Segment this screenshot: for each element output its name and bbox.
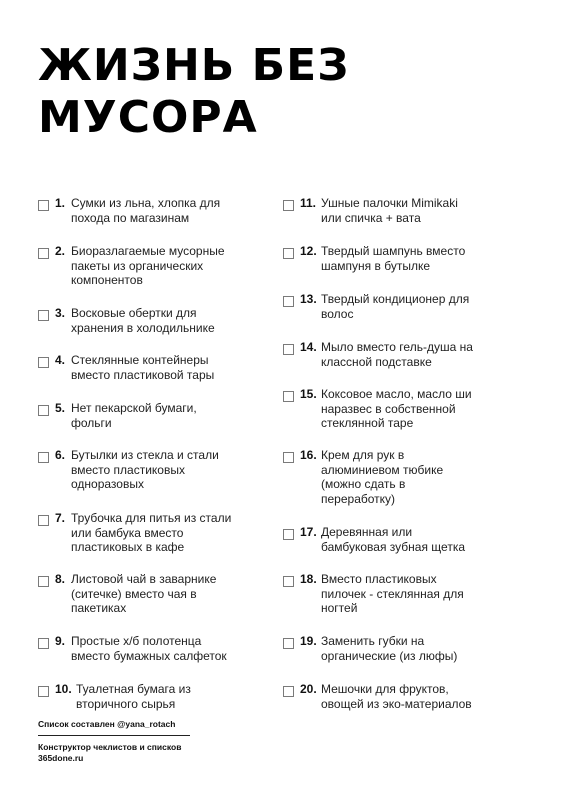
item-text: Листовой чай в заварнике (ситечке) вместо чая в пакетиках <box>71 572 217 615</box>
checkbox[interactable] <box>283 296 294 307</box>
item-number: 4. <box>55 353 66 367</box>
item-text: Простые х/б полотенца вместо бумажных салфеток <box>71 634 227 663</box>
item-text: Деревянная или бамбуковая зубная щетка <box>321 525 466 554</box>
title-line-1: ЖИЗНЬ БЕЗ <box>38 40 350 91</box>
item-text: Мешочки для фруктов, овощей из эко-материалов <box>321 682 472 711</box>
item-text: Крем для рук в алюминиевом тюбике (можно сдать в переработку) <box>321 448 444 506</box>
checkbox[interactable] <box>38 405 49 416</box>
item-text: Нет пекарской бумаги, фольги <box>71 401 197 430</box>
item-number: 15. <box>300 387 317 401</box>
checkbox[interactable] <box>38 452 49 463</box>
checkbox[interactable] <box>283 452 294 463</box>
item-number: 9. <box>55 634 66 648</box>
item-text: Сумки из льна, хлопка для похода по магазинам <box>71 196 221 225</box>
item-number: 7. <box>55 511 66 525</box>
item-text: Ушные палочки Mimikaki или спичка + вата <box>321 196 458 225</box>
checkbox[interactable] <box>38 310 49 321</box>
item-number: 10. <box>55 682 72 696</box>
item-text: Биоразлагаемые мусорные пакеты из органических компонентов <box>71 244 225 287</box>
footer-divider <box>38 735 190 736</box>
footer-author: Список составлен @yana_rotach <box>38 719 176 729</box>
item-number: 17. <box>300 525 317 539</box>
item-text: Трубочка для питья из стали или бамбука вместо пластиковых в кафе <box>71 511 232 554</box>
checkbox[interactable] <box>38 686 49 697</box>
checkbox[interactable] <box>38 576 49 587</box>
checkbox[interactable] <box>283 529 294 540</box>
checkbox[interactable] <box>38 248 49 259</box>
checkbox[interactable] <box>283 576 294 587</box>
item-number: 12. <box>300 244 317 258</box>
item-text: Заменить губки на органические (из люфы) <box>321 634 458 663</box>
title-line-2: МУСОРА <box>38 92 258 143</box>
checkbox[interactable] <box>283 200 294 211</box>
item-number: 2. <box>55 244 66 258</box>
checkbox[interactable] <box>283 248 294 259</box>
footer-constructor: Конструктор чеклистов и списков <box>38 742 182 752</box>
item-text: Мыло вместо гель-душа на классной подставке <box>321 340 473 369</box>
item-number: 6. <box>55 448 66 462</box>
item-number: 5. <box>55 401 66 415</box>
page-title <box>38 40 349 144</box>
item-text: Бутылки из стекла и стали вместо пластиковых одноразовых <box>71 448 219 491</box>
item-text: Коксовое масло, масло ши наразвес в собственной стеклянной таре <box>321 387 472 430</box>
item-number: 20. <box>300 682 317 696</box>
item-text: Вместо пластиковых пилочек - стеклянная для ногтей <box>321 572 464 615</box>
checkbox[interactable] <box>38 515 49 526</box>
item-text: Туалетная бумага из вторичного сырья <box>76 682 191 711</box>
checkbox[interactable] <box>283 638 294 649</box>
footer-site: 365done.ru <box>38 753 84 763</box>
item-number: 14. <box>300 340 317 354</box>
checkbox[interactable] <box>283 391 294 402</box>
item-number: 8. <box>55 572 66 586</box>
item-number: 11. <box>300 196 317 210</box>
checkbox[interactable] <box>38 200 49 211</box>
checkbox[interactable] <box>283 344 294 355</box>
checkbox[interactable] <box>38 357 49 368</box>
item-number: 13. <box>300 292 317 306</box>
item-number: 3. <box>55 306 66 320</box>
item-text: Восковые обертки для хранения в холодильнике <box>71 306 215 335</box>
checkbox[interactable] <box>38 638 49 649</box>
item-number: 19. <box>300 634 317 648</box>
checkbox[interactable] <box>283 686 294 697</box>
item-text: Стеклянные контейнеры вместо пластиковой тары <box>71 353 215 382</box>
item-number: 16. <box>300 448 317 462</box>
item-text: Твердый кондиционер для волос <box>321 292 470 321</box>
item-number: 1. <box>55 196 66 210</box>
item-text: Твердый шампунь вместо шампуня в бутылке <box>321 244 466 273</box>
item-number: 18. <box>300 572 317 586</box>
